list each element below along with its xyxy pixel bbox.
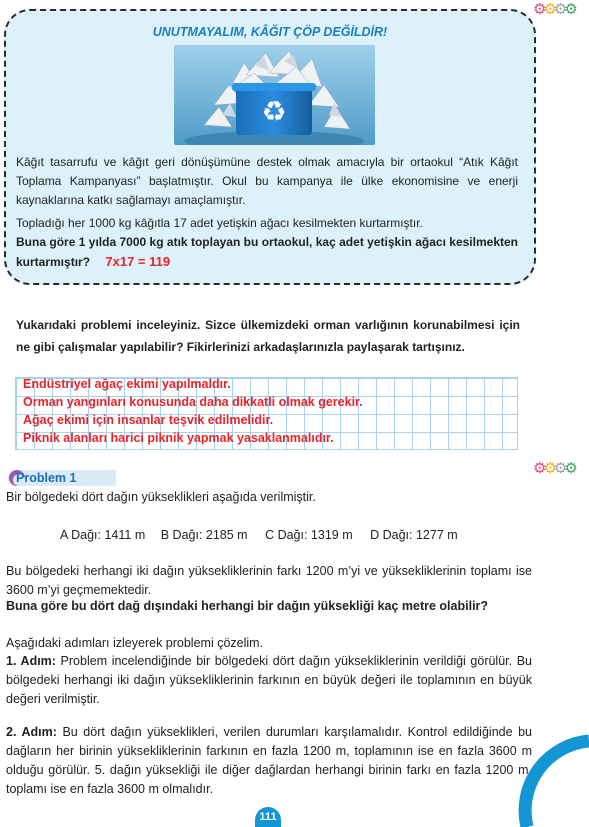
height-c: C Dağı: 1319 m (265, 528, 353, 542)
svg-text:♻: ♻ (261, 95, 287, 128)
step-1-label: 1. Adım: (6, 654, 56, 668)
height-b: B Dağı: 2185 m (160, 528, 248, 542)
step-2-label: 2. Adım: (6, 725, 57, 739)
problem-question: Buna göre bu dört dağ dışındaki herhangi bir dağın yüksekliği kaç metre olabilir? (6, 599, 489, 613)
height-d: D Dağı: 1277 m (370, 528, 458, 542)
page-number: 111 (255, 807, 281, 827)
height-a: A Dağı: 1411 m (60, 528, 146, 542)
gear-icon: ⚙ (533, 459, 544, 477)
answer-line-1: Endüstriyel ağaç ekimi yapılmaldır. (23, 377, 231, 391)
gears-decoration-top (533, 2, 575, 17)
step-1 (6, 652, 532, 709)
gear-icon: ⚙ (553, 0, 565, 18)
gear-icon: ⚙ (564, 0, 575, 18)
box-question-text: Buna göre 1 yılda 7000 kg atık toplayan bu ortaokul, kaç adet yetişkin ağacı kesilmekten kurtarmıştır? (16, 235, 518, 269)
campaign-result: Topladığı her 1000 kg kâğıtla 17 adet yetişkin ağacı kesilmekten kurtarmıştır. (16, 216, 423, 230)
problem-label: Problem 1 (16, 471, 77, 485)
gear-icon: ⚙ (564, 459, 575, 477)
campaign-paragraph: Kâğıt tasarrufu ve kâğıt geri dönüşümüne destek olmak amacıyla bir ortaokul “Atık Kâğıt Toplama Kampanyası” başlatmıştır. Okul bu kampanya ile ülke ekonomisine ve enerji kaynaklarına katkı sağlamayı amaçlamıştır. (16, 155, 518, 207)
mountain-heights (60, 528, 458, 542)
gears-decoration-middle (533, 461, 575, 476)
step-2-text: Bu dört dağın yükseklikleri, verilen durumları karşılamalıdır. Kontrol edildiğinde bu dağların her birinin yüksekliklerinin farkının en fazla 1200 m, toplamının ise en fazla 3600 m olduğu görülür. 5. dağın yüksekliği ile diğer dağlardan herhangi birinin farkı en fazla 1200 m, toplamı ise en fazla 3600 m olmalıdır. (6, 725, 532, 796)
gear-icon: ⚙ (543, 459, 554, 477)
answer-line-3: Ağaç ekimi için insanlar teşvik edilmelidir. (23, 413, 274, 427)
discussion-prompt: Yukarıdaki problemi inceleyiniz. Sizce ülkemizdeki orman varlığının korunabilmesi için ne gibi çalışmalar yapılabilir? Fikirlerinizi arkadaşlarınızla paylaşarak tartışınız. (16, 318, 520, 354)
gear-icon: ⚙ (553, 459, 565, 477)
problem-header (6, 467, 121, 489)
answer-line-2: Orman yangınları konusunda daha dikkatli olmak gerekir. (23, 395, 363, 409)
box-answer: 7x17 = 119 (105, 254, 171, 269)
steps-intro: Aşağıdaki adımları izleyerek problemi çözelim. (6, 636, 264, 650)
step-1-text: Problem incelendiğinde bir bölgedeki dört dağın yüksekliklerinin verildiği görülür. Bu bölgedeki herhangi iki dağın yüksekliklerinin farkının en büyük değeri ile toplamının en büyük değeri verilmiştir. (6, 654, 532, 706)
answer-line-4: Piknik alanları harici piknik yapmak yasaklanmalıdır. (23, 431, 334, 445)
recycling-bin-photo (174, 45, 375, 145)
box-title: UNUTMAYALIM, KÂĞIT ÇÖP DEĞİLDİR! (152, 25, 388, 39)
problem-condition: Bu bölgedeki herhangi iki dağın yüksekliklerinin farkı 1200 m’yi ve yüksekliklerinin toplamı ise 3600 m’yi geçmemektedir. (6, 564, 532, 597)
box-question (16, 233, 518, 272)
step-2 (6, 723, 532, 799)
decorative-arc (509, 727, 589, 827)
problem-intro: Bir bölgedeki dört dağın yükseklikleri aşağıda verilmiştir. (6, 490, 316, 504)
gear-icon: ⚙ (533, 0, 544, 18)
gear-icon: ⚙ (543, 0, 554, 18)
